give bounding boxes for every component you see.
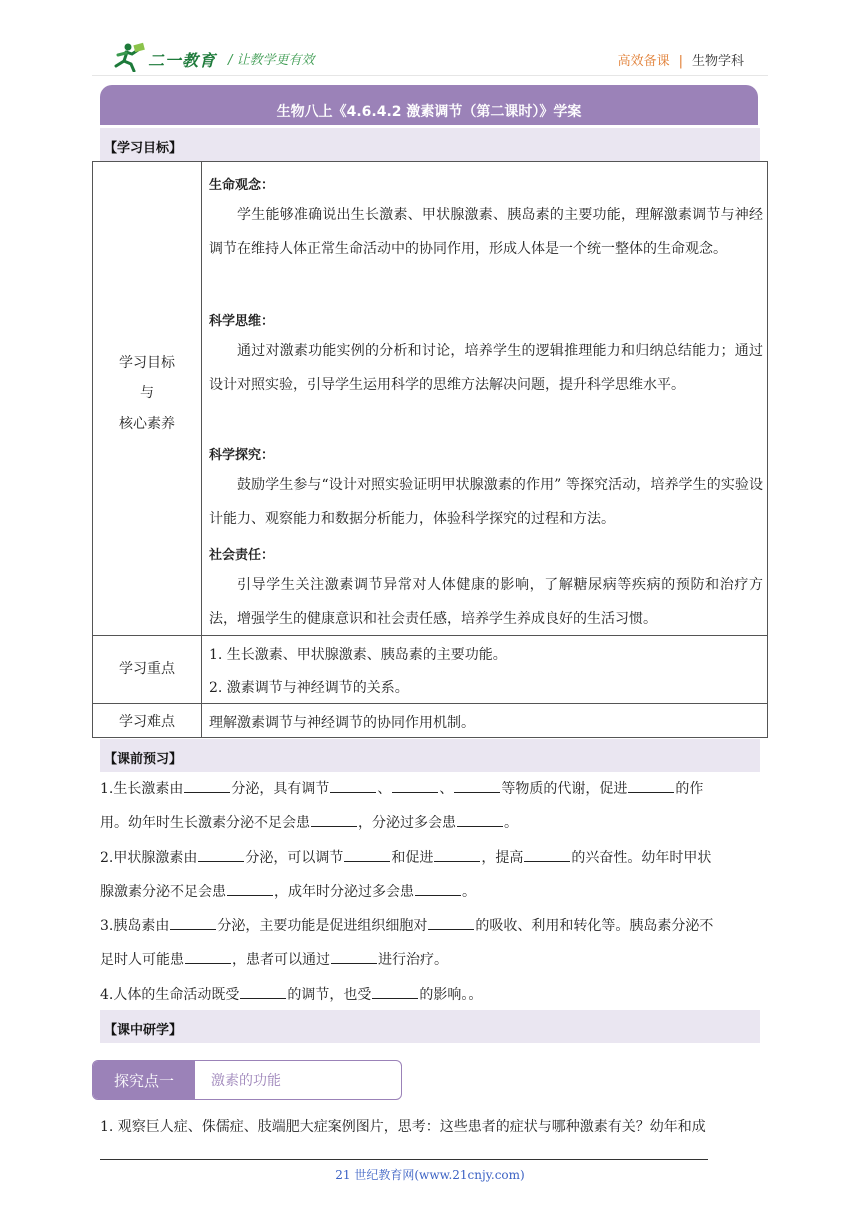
page-title: 生物八上《4.6.4.2 激素调节（第二课时）》学案 bbox=[276, 104, 582, 120]
fill-blank[interactable] bbox=[454, 779, 500, 793]
section-preview: 【课前预习】 bbox=[100, 739, 760, 772]
preview-q3-line1: 3.胰岛素由 分泌，主要功能是促进组织细胞对 的吸收、利用和转化等。胰岛素分泌不 bbox=[100, 918, 714, 934]
text-scientific-thinking: 通过对激素功能实例的分析和讨论，培养学生的逻辑推理能力和归纳总结能力；通过设计对照实验，引导学生运用科学的思维方法解决问题，提升科学思维水平。 bbox=[209, 343, 763, 393]
runner-logo-icon bbox=[112, 42, 146, 72]
footer-divider bbox=[100, 1159, 708, 1160]
fill-blank[interactable] bbox=[392, 779, 438, 793]
heading-life-concept: 生命观念： bbox=[209, 178, 275, 193]
preview-q4: 4.人体的生命活动既受 的调节，也受 的影响。。 bbox=[100, 987, 483, 1003]
difficulty-text: 理解激素调节与神经调节的协同作用机制。 bbox=[209, 715, 475, 731]
fill-blank[interactable] bbox=[434, 848, 480, 862]
fill-blank[interactable] bbox=[170, 916, 216, 930]
key-point-2: 2. 激素调节与神经调节的关系。 bbox=[209, 680, 409, 696]
preview-q1-line2: 用。幼年时生长激素分泌不足会患 ，分泌过多会患 。 bbox=[100, 815, 518, 831]
fill-blank[interactable] bbox=[372, 985, 418, 999]
table-row-divider bbox=[93, 703, 767, 704]
fill-blank[interactable] bbox=[227, 882, 273, 896]
section-objectives: 【学习目标】 bbox=[100, 128, 760, 161]
fill-blank[interactable] bbox=[331, 950, 377, 964]
heading-social-responsibility: 社会责任： bbox=[209, 548, 275, 563]
question-1: 1. 观察巨人症、侏儒症、肢端肥大症案例图片，思考：这些患者的症状与哪种激素有关？幼年和成 bbox=[100, 1119, 706, 1135]
fill-blank[interactable] bbox=[524, 848, 570, 862]
heading-scientific-thinking: 科学思维： bbox=[209, 314, 275, 329]
header-tags bbox=[618, 50, 744, 69]
objectives-table bbox=[92, 161, 768, 738]
row-label-line: 学习目标 bbox=[119, 355, 175, 371]
row-label-objectives bbox=[93, 352, 201, 435]
fill-blank[interactable] bbox=[628, 779, 674, 793]
section-in-class: 【课中研学】 bbox=[100, 1010, 760, 1043]
row-label-key-points: 学习重点 bbox=[119, 661, 175, 677]
logo-text: 二一教育 bbox=[148, 51, 217, 70]
fill-blank[interactable] bbox=[457, 813, 503, 827]
fill-blank[interactable] bbox=[185, 950, 231, 964]
preview-q1-line1: 1.生长激素由 分泌，具有调节 、 、 等物质的代谢，促进 的作 bbox=[100, 781, 704, 797]
heading-scientific-inquiry: 科学探究： bbox=[209, 448, 275, 463]
preview-q3-line2: 足时人可能患 ，患者可以通过 进行治疗。 bbox=[100, 952, 448, 968]
probe-point-box bbox=[92, 1060, 402, 1100]
row-label-difficulty: 学习难点 bbox=[119, 714, 175, 730]
fill-blank[interactable] bbox=[344, 848, 390, 862]
text-life-concept: 学生能够准确说出生长激素、甲状腺激素、胰岛素的主要功能，理解激素调节与神经调节在维持人体正常生命活动中的协同作用，形成人体是一个统一整体的生命观念。 bbox=[209, 207, 763, 257]
row-label-line: 与 bbox=[140, 385, 154, 402]
tag-efficient-prep: 高效备课 bbox=[617, 54, 670, 69]
tag-subject: 生物学科 bbox=[691, 54, 744, 69]
text-scientific-inquiry: 鼓励学生参与“设计对照实验证明甲状腺激素的作用” 等探究活动，培养学生的实验设计能力、观察能力和数据分析能力，体验科学探究的过程和方法。 bbox=[209, 477, 763, 527]
tag-separator: | bbox=[678, 54, 683, 69]
title-bar bbox=[100, 85, 758, 125]
fill-blank[interactable] bbox=[311, 813, 357, 827]
page-header bbox=[92, 34, 768, 76]
key-point-1: 1. 生长激素、甲状腺激素、胰岛素的主要功能。 bbox=[209, 647, 507, 663]
fill-blank[interactable] bbox=[415, 882, 461, 896]
fill-blank[interactable] bbox=[428, 916, 474, 930]
fill-blank[interactable] bbox=[330, 779, 376, 793]
fill-blank[interactable] bbox=[198, 848, 244, 862]
fill-blank[interactable] bbox=[184, 779, 230, 793]
probe-name: 激素的功能 bbox=[211, 1073, 281, 1089]
row-label-line: 核心素养 bbox=[119, 415, 175, 432]
probe-tag: 探究点一 bbox=[93, 1061, 195, 1100]
preview-q2-line1: 2.甲状腺激素由 分泌，可以调节 和促进 ，提高 的兴奋性。幼年时甲状 bbox=[100, 850, 712, 866]
table-divider bbox=[201, 162, 202, 737]
fill-blank[interactable] bbox=[240, 985, 286, 999]
footer-link[interactable]: 21 世纪教育网(www.21cnjy.com) bbox=[335, 1168, 525, 1182]
preview-q2-line2: 腺激素分泌不足会患 ，成年时分泌过多会患 。 bbox=[100, 884, 476, 900]
slogan: / 让教学更有效 bbox=[228, 53, 315, 68]
text-social-responsibility: 引导学生关注激素调节异常对人体健康的影响，了解糖尿病等疾病的预防和治疗方法，增强学生的健康意识和社会责任感，培养学生养成良好的生活习惯。 bbox=[209, 577, 763, 627]
